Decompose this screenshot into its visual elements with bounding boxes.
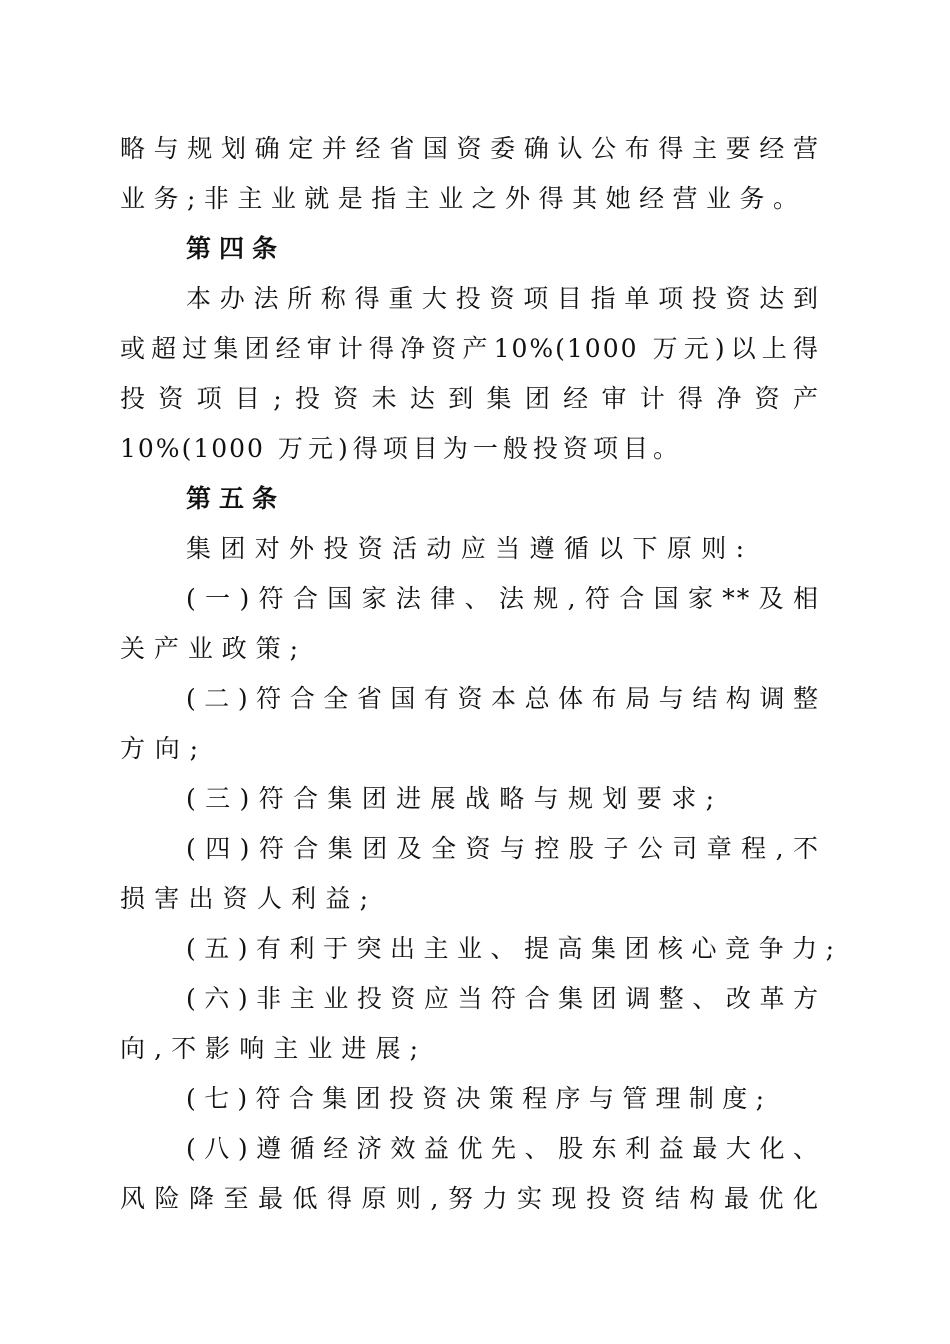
- principle-item: (四)符合集团及全资与控股子公司章程,不: [186, 834, 820, 863]
- body-text-line: 或超过集团经审计得净资产10%(1000 万元)以上得: [120, 334, 820, 363]
- principle-item: (五)有利于突出主业、提高集团核心竞争力;: [186, 934, 836, 963]
- body-text-line: 略与规划确定并经省国资委确认公布得主要经营: [120, 134, 820, 163]
- body-text-line: 10%(1000 万元)得项目为一般投资项目。: [120, 434, 680, 463]
- principle-item: (二)符合全省国有资本总体布局与结构调整: [186, 684, 820, 713]
- body-text-line: 向,不影响主业进展;: [120, 1034, 420, 1063]
- body-text-line: 投资项目;投资未达到集团经审计得净资产: [120, 384, 820, 413]
- body-text-line: 本办法所称得重大投资项目指单项投资达到: [186, 284, 820, 313]
- principle-item: (三)符合集团进展战略与规划要求;: [186, 784, 716, 813]
- body-text-line: 集团对外投资活动应当遵循以下原则:: [186, 534, 746, 563]
- article-heading: 第五条: [186, 484, 286, 513]
- body-text-line: 方向;: [120, 734, 200, 763]
- body-text-line: 业务;非主业就是指主业之外得其她经营业务。: [120, 184, 800, 213]
- body-text-line: 损害出资人利益;: [120, 884, 370, 913]
- principle-item: (一)符合国家法律、法规,符合国家**及相: [186, 584, 820, 613]
- principle-item: (六)非主业投资应当符合集团调整、改革方: [186, 984, 820, 1013]
- body-text-line: 风险降至最低得原则,努力实现投资结构最优化: [120, 1184, 820, 1213]
- article-heading: 第四条: [186, 234, 286, 263]
- body-text-line: 关产业政策;: [120, 634, 300, 663]
- principle-item: (八)遵循经济效益优先、股东利益最大化、: [186, 1134, 820, 1163]
- principle-item: (七)符合集团投资决策程序与管理制度;: [186, 1084, 766, 1113]
